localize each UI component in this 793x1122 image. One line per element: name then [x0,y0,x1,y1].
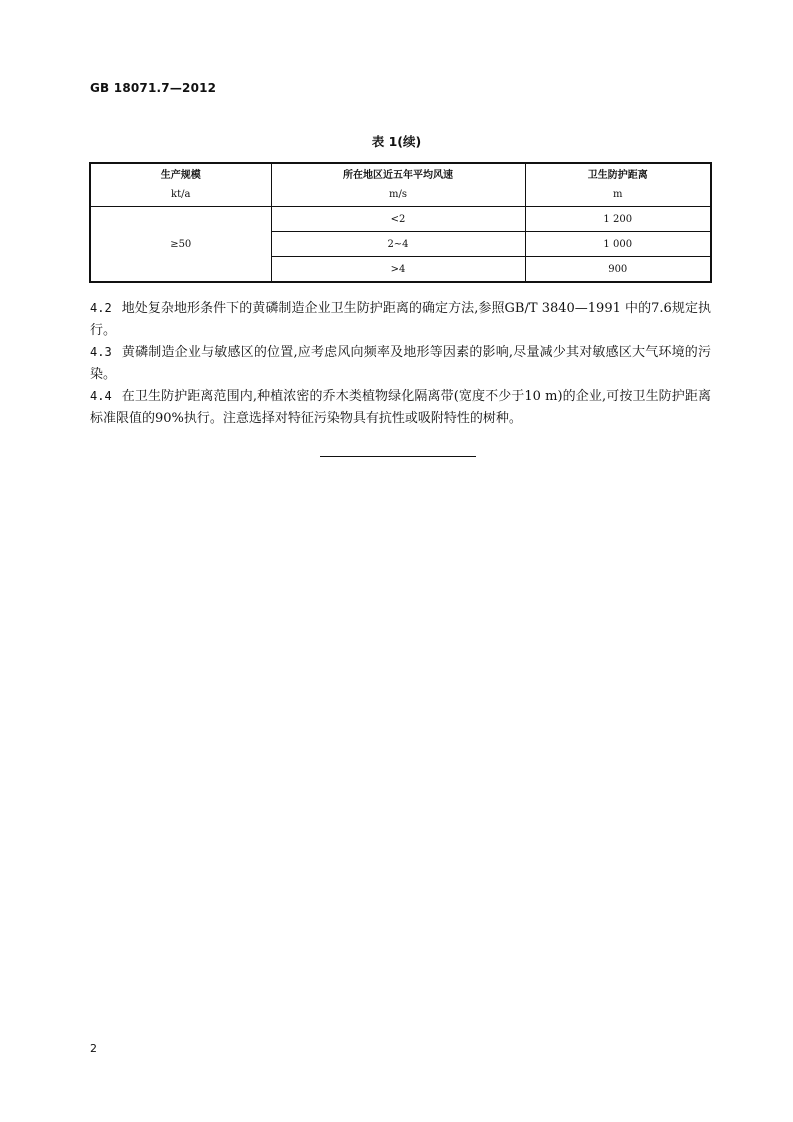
protection-distance-table [89,162,712,283]
column-header-scale [90,163,271,207]
column-header-scale-name: 生产规模 [160,170,201,181]
scale-cell: ≥50 [90,207,271,283]
page-number: 2 [90,1042,97,1055]
clause-text: 地处复杂地形条件下的黄磷制造企业卫生防护距离的确定方法,参照GB/T 3840—1991 中的7.6规定执行。 [90,301,711,338]
clause-number: 4.2 [90,301,112,315]
distance-cell: 1 000 [525,232,711,257]
clause-4-4 [90,385,711,430]
column-header-scale-unit: kt/a [171,189,191,200]
column-header-wind-speed-unit: m/s [389,189,407,200]
column-header-distance-unit: m [613,189,623,200]
standard-code-header: GB 18071.7—2012 [90,81,217,95]
wind-speed-cell: <2 [271,207,525,232]
distance-cell: 1 200 [525,207,711,232]
clause-4-3 [90,341,711,386]
table-row [90,207,711,232]
table-header-row [90,163,711,207]
clause-4-2 [90,297,711,342]
clause-text: 在卫生防护距离范围内,种植浓密的乔木类植物绿化隔离带(宽度不少于10 m)的企业,可按卫生防护距离标准限值的90%执行。注意选择对特征污染物具有抗性或吸附特性的树种。 [90,389,711,426]
end-divider [320,456,476,457]
column-header-wind-speed [271,163,525,207]
wind-speed-cell: 2~4 [271,232,525,257]
distance-cell: 900 [525,257,711,283]
table-caption: 表 1(续) [371,134,422,149]
clause-number: 4.3 [90,345,112,359]
column-header-wind-speed-name: 所在地区近五年平均风速 [343,170,453,181]
clause-text: 黄磷制造企业与敏感区的位置,应考虑风向频率及地形等因素的影响,尽量减少其对敏感区大气环境的污染。 [90,345,711,382]
clause-number: 4.4 [90,389,112,403]
wind-speed-cell: >4 [271,257,525,283]
column-header-distance-name: 卫生防护距离 [587,170,648,181]
column-header-distance [525,163,711,207]
